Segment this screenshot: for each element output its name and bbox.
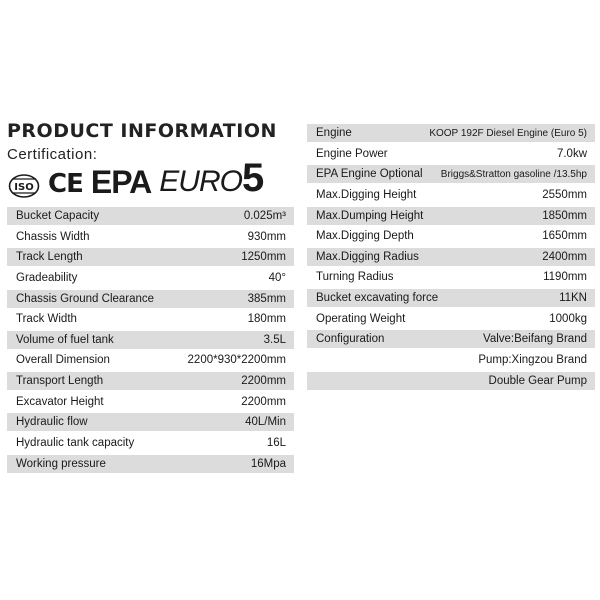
spec-value: 2200mm [241,375,286,388]
spec-row [307,392,595,410]
spec-value: 930mm [247,230,286,243]
spec-row [7,455,294,473]
epa-logo: EPA [90,164,152,200]
certification-label: Certification: [7,146,98,163]
spec-value: 7.0kw [556,147,587,160]
spec-value: 16Mpa [250,457,286,470]
spec-row [307,248,595,266]
spec-label: Excavator Height [16,395,104,408]
spec-value: 1250mm [241,251,286,264]
spec-label: EPA Engine Optional [316,168,423,181]
spec-row [7,393,294,411]
euro-text: EURO [159,165,242,198]
spec-row [307,268,595,286]
spec-value: 0.025m³ [243,210,286,222]
spec-value: 1190mm [543,271,587,284]
spec-value: 2400mm [542,250,587,263]
spec-label: Max.Digging Height [316,188,417,201]
right-spec-table [307,124,595,413]
spec-label: Hydraulic flow [16,416,88,429]
spec-label: Working pressure [16,457,106,470]
spec-row [7,413,294,431]
spec-row [307,124,595,142]
spec-label: Track Length [16,251,83,264]
spec-row [7,228,294,246]
spec-row [307,330,595,348]
spec-row [7,434,294,452]
spec-label: Transport Length [16,375,104,388]
spec-row [7,310,294,328]
spec-value: 2200*930*2200mm [187,354,286,367]
spec-label: Max.Digging Radius [316,250,419,263]
spec-row [7,372,294,390]
spec-label: Track Width [16,313,77,326]
spec-row [307,310,595,328]
spec-label: Chassis Ground Clearance [16,292,155,305]
spec-label: Engine Power [316,147,388,160]
spec-row [7,207,294,225]
spec-label: Bucket excavating force [316,292,439,305]
iso-text: ISO [14,182,34,193]
spec-value: Pump:Xingzou Brand [478,354,587,367]
spec-row [7,248,294,266]
spec-value: Valve:Beifang Brand [483,333,587,346]
spec-value: 11KN [559,292,587,305]
spec-row [307,351,595,369]
spec-row [307,145,595,163]
spec-value: 385mm [247,292,286,305]
spec-label: Max.Dumping Height [316,209,424,222]
spec-row [307,207,595,225]
spec-row [7,351,294,369]
spec-label: Configuration [316,333,385,346]
spec-value: 3.5L [263,333,286,346]
spec-value: 180mm [247,313,286,326]
spec-label: Hydraulic tank capacity [16,437,135,450]
spec-label: Overall Dimension [16,354,110,367]
spec-row [7,331,294,349]
spec-value: Double Gear Pump [488,374,587,387]
spec-row [307,372,595,390]
spec-value: 16L [266,437,286,450]
spec-label: Max.Digging Depth [316,230,414,243]
page-title: PRODUCT INFORMATION [7,120,277,142]
spec-row [307,227,595,245]
spec-row [7,269,294,287]
certification-logos [8,156,264,200]
spec-value: 40L/Min [245,416,286,429]
spec-value: KOOP 192F Diesel Engine (Euro 5) [429,127,587,139]
euro5-logo [159,156,264,200]
spec-value: 1000kg [549,312,587,325]
spec-row [7,290,294,308]
iso-logo-icon [8,173,40,199]
spec-row [307,289,595,307]
iso-logo [8,173,40,199]
spec-value: 40° [268,271,286,284]
spec-label: Turning Radius [316,271,394,284]
spec-value: 1850mm [542,209,587,222]
spec-value: 2200mm [241,395,286,408]
spec-label: Volume of fuel tank [16,333,114,346]
spec-label: Operating Weight [316,312,406,325]
left-spec-table [7,207,294,475]
spec-label: Chassis Width [16,230,90,243]
spec-value: Briggs&Stratton gasoline /13.5hp [440,168,587,180]
euro-number: 5 [241,156,264,200]
spec-label: Bucket Capacity [16,210,100,222]
spec-row [307,165,595,183]
spec-value: 2550mm [542,188,587,201]
spec-label: Gradeability [16,271,78,284]
spec-label: Engine [316,127,352,139]
spec-row [307,186,595,204]
ce-logo: CE [48,169,83,199]
spec-value: 1650mm [542,230,587,243]
